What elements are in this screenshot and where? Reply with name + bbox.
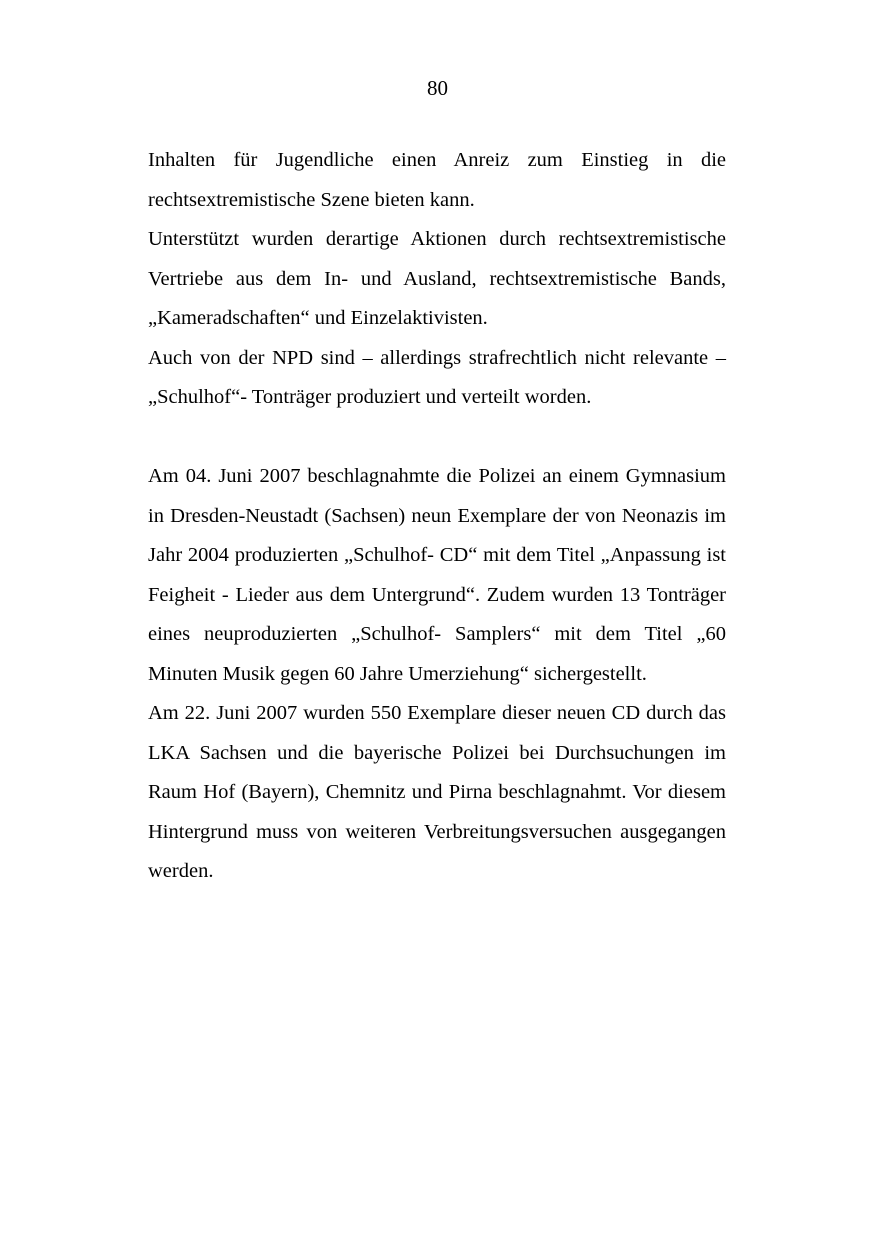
page-number: 80	[427, 76, 448, 100]
body-text	[148, 141, 726, 892]
paragraph-continuation: Inhalten für Jugendliche einen Anreiz zum Einstieg in die rechtsextremistische Szene bieten kann.	[148, 149, 726, 211]
paragraph-npd: Auch von der NPD sind – allerdings strafrechtlich nicht relevante – „Schulhof“- Tonträger produziert und verteilt worden.	[148, 346, 726, 408]
paragraph-gap	[148, 418, 726, 458]
paragraph-support: Unterstützt wurden derartige Aktionen durch rechtsextremistische Vertriebe aus dem In- und Ausland, rechtsextremistische Bands, „Kameradschaften“ und Einzelaktivisten.	[148, 228, 726, 329]
paragraph-dresden-seizure: Am 04. Juni 2007 beschlagnahmte die Polizei an einem Gymnasium in Dresden-Neustadt (Sachsen) neun Exemplare der von Neonazis im Jahr 2004 produzierten „Schulhof- CD“ mit dem Titel „Anpassung ist Feigheit - Lieder aus dem Untergrund“. Zudem wurden 13 Tonträger eines neuproduzierten „Schulhof- Samplers“ mit dem Titel „60 Minuten Musik gegen 60 Jahre Umerziehung“ sichergestellt.	[148, 465, 726, 685]
paragraph-lka-seizure: Am 22. Juni 2007 wurden 550 Exemplare dieser neuen CD durch das LKA Sachsen und die bayerische Polizei bei Durchsuchungen im Raum Hof (Bayern), Chemnitz und Pirna beschlagnahmt. Vor diesem Hintergrund muss von weiteren Verbreitungsversuchen ausgegangen werden.	[148, 702, 726, 882]
